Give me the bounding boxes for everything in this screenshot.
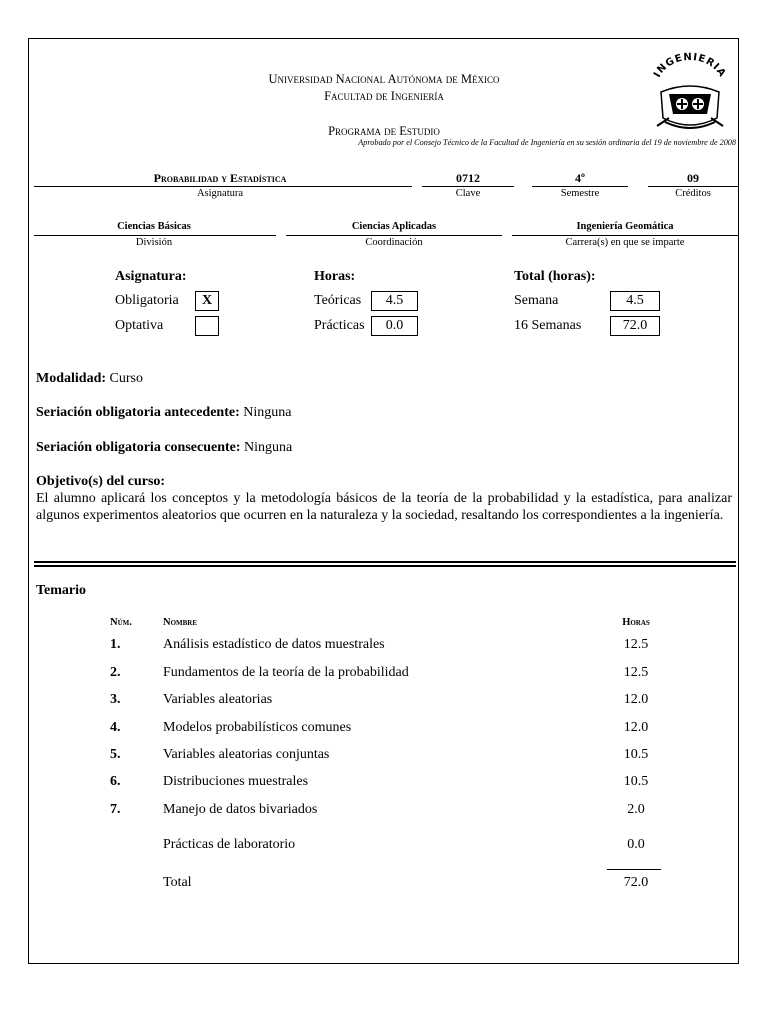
total-row-hours: 72.0 <box>623 875 649 890</box>
division-label: División <box>135 237 173 248</box>
row-6-num: 6. <box>110 774 121 789</box>
objective-text: El alumno aplicará los conceptos y la metodología básicos de la teoría de la probabilidad y la estadística, para analizar algunos experimentos aleatorios que ocurren en la naturaleza y la sociedad, resaltando los correspondientes a la ingeniería. <box>36 491 732 523</box>
course-credits-label: Créditos <box>675 188 711 199</box>
prereq-before <box>36 405 291 421</box>
modality-value: Curso <box>106 371 143 386</box>
row-1-num: 1. <box>110 637 121 652</box>
col-num-header: Núm. <box>110 617 132 628</box>
prereq-after-label: Seriación obligatoria consecuente: <box>36 440 241 455</box>
row-7-num: 7. <box>110 802 121 817</box>
row-1-hours: 12.5 <box>623 637 649 652</box>
row-4-num: 4. <box>110 720 121 735</box>
row-4-hours: 12.0 <box>623 720 649 735</box>
row-2-hours: 12.5 <box>623 665 649 680</box>
row-6-name: Distribuciones muestrales <box>163 774 309 789</box>
row-5-hours: 10.5 <box>623 747 649 762</box>
weeks16-hours-label: 16 Semanas <box>514 318 582 333</box>
total-rule <box>607 869 661 870</box>
mandatory-checkbox: X <box>195 291 219 311</box>
course-name-label: Asignatura <box>196 188 244 199</box>
syllabus-title: Temario <box>36 583 87 598</box>
row-3-num: 3. <box>110 692 121 707</box>
section-divider <box>34 561 736 567</box>
weeks16-hours-value: 72.0 <box>610 316 660 336</box>
theory-hours-label: Teóricas <box>314 293 362 308</box>
row-4-name: Modelos probabilísticos comunes <box>163 720 352 735</box>
career-label: Carrera(s) en que se imparte <box>565 237 685 248</box>
course-code: 0712 <box>456 171 480 185</box>
division-value: Ciencias Básicas <box>117 221 191 232</box>
optional-label: Optativa <box>115 318 164 333</box>
career-value: Ingeniería Geomática <box>576 221 674 232</box>
subject-title: Asignatura: <box>115 269 187 284</box>
row-1-name: Análisis estadístico de datos muestrales <box>163 637 385 652</box>
optional-checkbox <box>195 316 219 336</box>
row-3-name: Variables aleatorias <box>163 692 273 707</box>
modality <box>36 371 143 387</box>
university-name: Universidad Nacional Autónoma de México <box>268 72 500 86</box>
coordination-label: Coordinación <box>365 237 423 248</box>
total-hours-title: Total (horas): <box>514 269 596 284</box>
total-row-name: Total <box>163 875 192 890</box>
course-code-label: Clave <box>455 188 481 199</box>
practice-hours-label: Prácticas <box>314 318 365 333</box>
approval-note: Aprobado por el Consejo Técnico de la Facultad de Ingeniería en su sesión ordinaria del 19 de noviembre de 2008 <box>358 138 736 147</box>
course-credits: 09 <box>687 171 699 185</box>
prereq-after-value: Ninguna <box>240 440 293 455</box>
faculty-seal-logo <box>647 52 733 138</box>
svg-text:INGENIERIA <box>652 52 728 80</box>
logo-text: INGENIERIA <box>652 52 728 80</box>
mandatory-label: Obligatoria <box>115 293 179 308</box>
lab-row-hours: 0.0 <box>627 837 645 852</box>
col-name-header: Nombre <box>163 617 198 628</box>
program-title: Programa de Estudio <box>328 124 440 138</box>
lab-row-name: Prácticas de laboratorio <box>163 837 296 852</box>
row-7-hours: 2.0 <box>627 802 645 817</box>
row-2-name: Fundamentos de la teoría de la probabilidad <box>163 665 409 680</box>
row-5-name: Variables aleatorias conjuntas <box>163 747 330 762</box>
practice-hours-value: 0.0 <box>371 316 418 336</box>
row-6-hours: 10.5 <box>623 774 649 789</box>
theory-hours-value: 4.5 <box>371 291 418 311</box>
faculty-name: Facultad de Ingeniería <box>324 89 444 103</box>
hours-title: Horas: <box>314 269 356 284</box>
week-hours-value: 4.5 <box>610 291 660 311</box>
prereq-before-value: Ninguna <box>239 405 292 420</box>
row-2-num: 2. <box>110 665 121 680</box>
col-hours-header: Horas <box>622 617 650 628</box>
objective-label: Objetivo(s) del curso: <box>36 474 166 489</box>
course-semester-label: Semestre <box>560 188 600 199</box>
coordination-value: Ciencias Aplicadas <box>351 221 437 232</box>
week-hours-label: Semana <box>514 293 559 308</box>
modality-label: Modalidad: <box>36 371 107 386</box>
prereq-before-label: Seriación obligatoria antecedente: <box>36 405 240 420</box>
prereq-after <box>36 440 292 456</box>
course-name: Probabilidad y Estadística <box>153 171 287 185</box>
row-3-hours: 12.0 <box>623 692 649 707</box>
row-7-name: Manejo de datos bivariados <box>163 802 318 817</box>
row-5-num: 5. <box>110 747 121 762</box>
course-semester: 4º <box>575 171 585 185</box>
